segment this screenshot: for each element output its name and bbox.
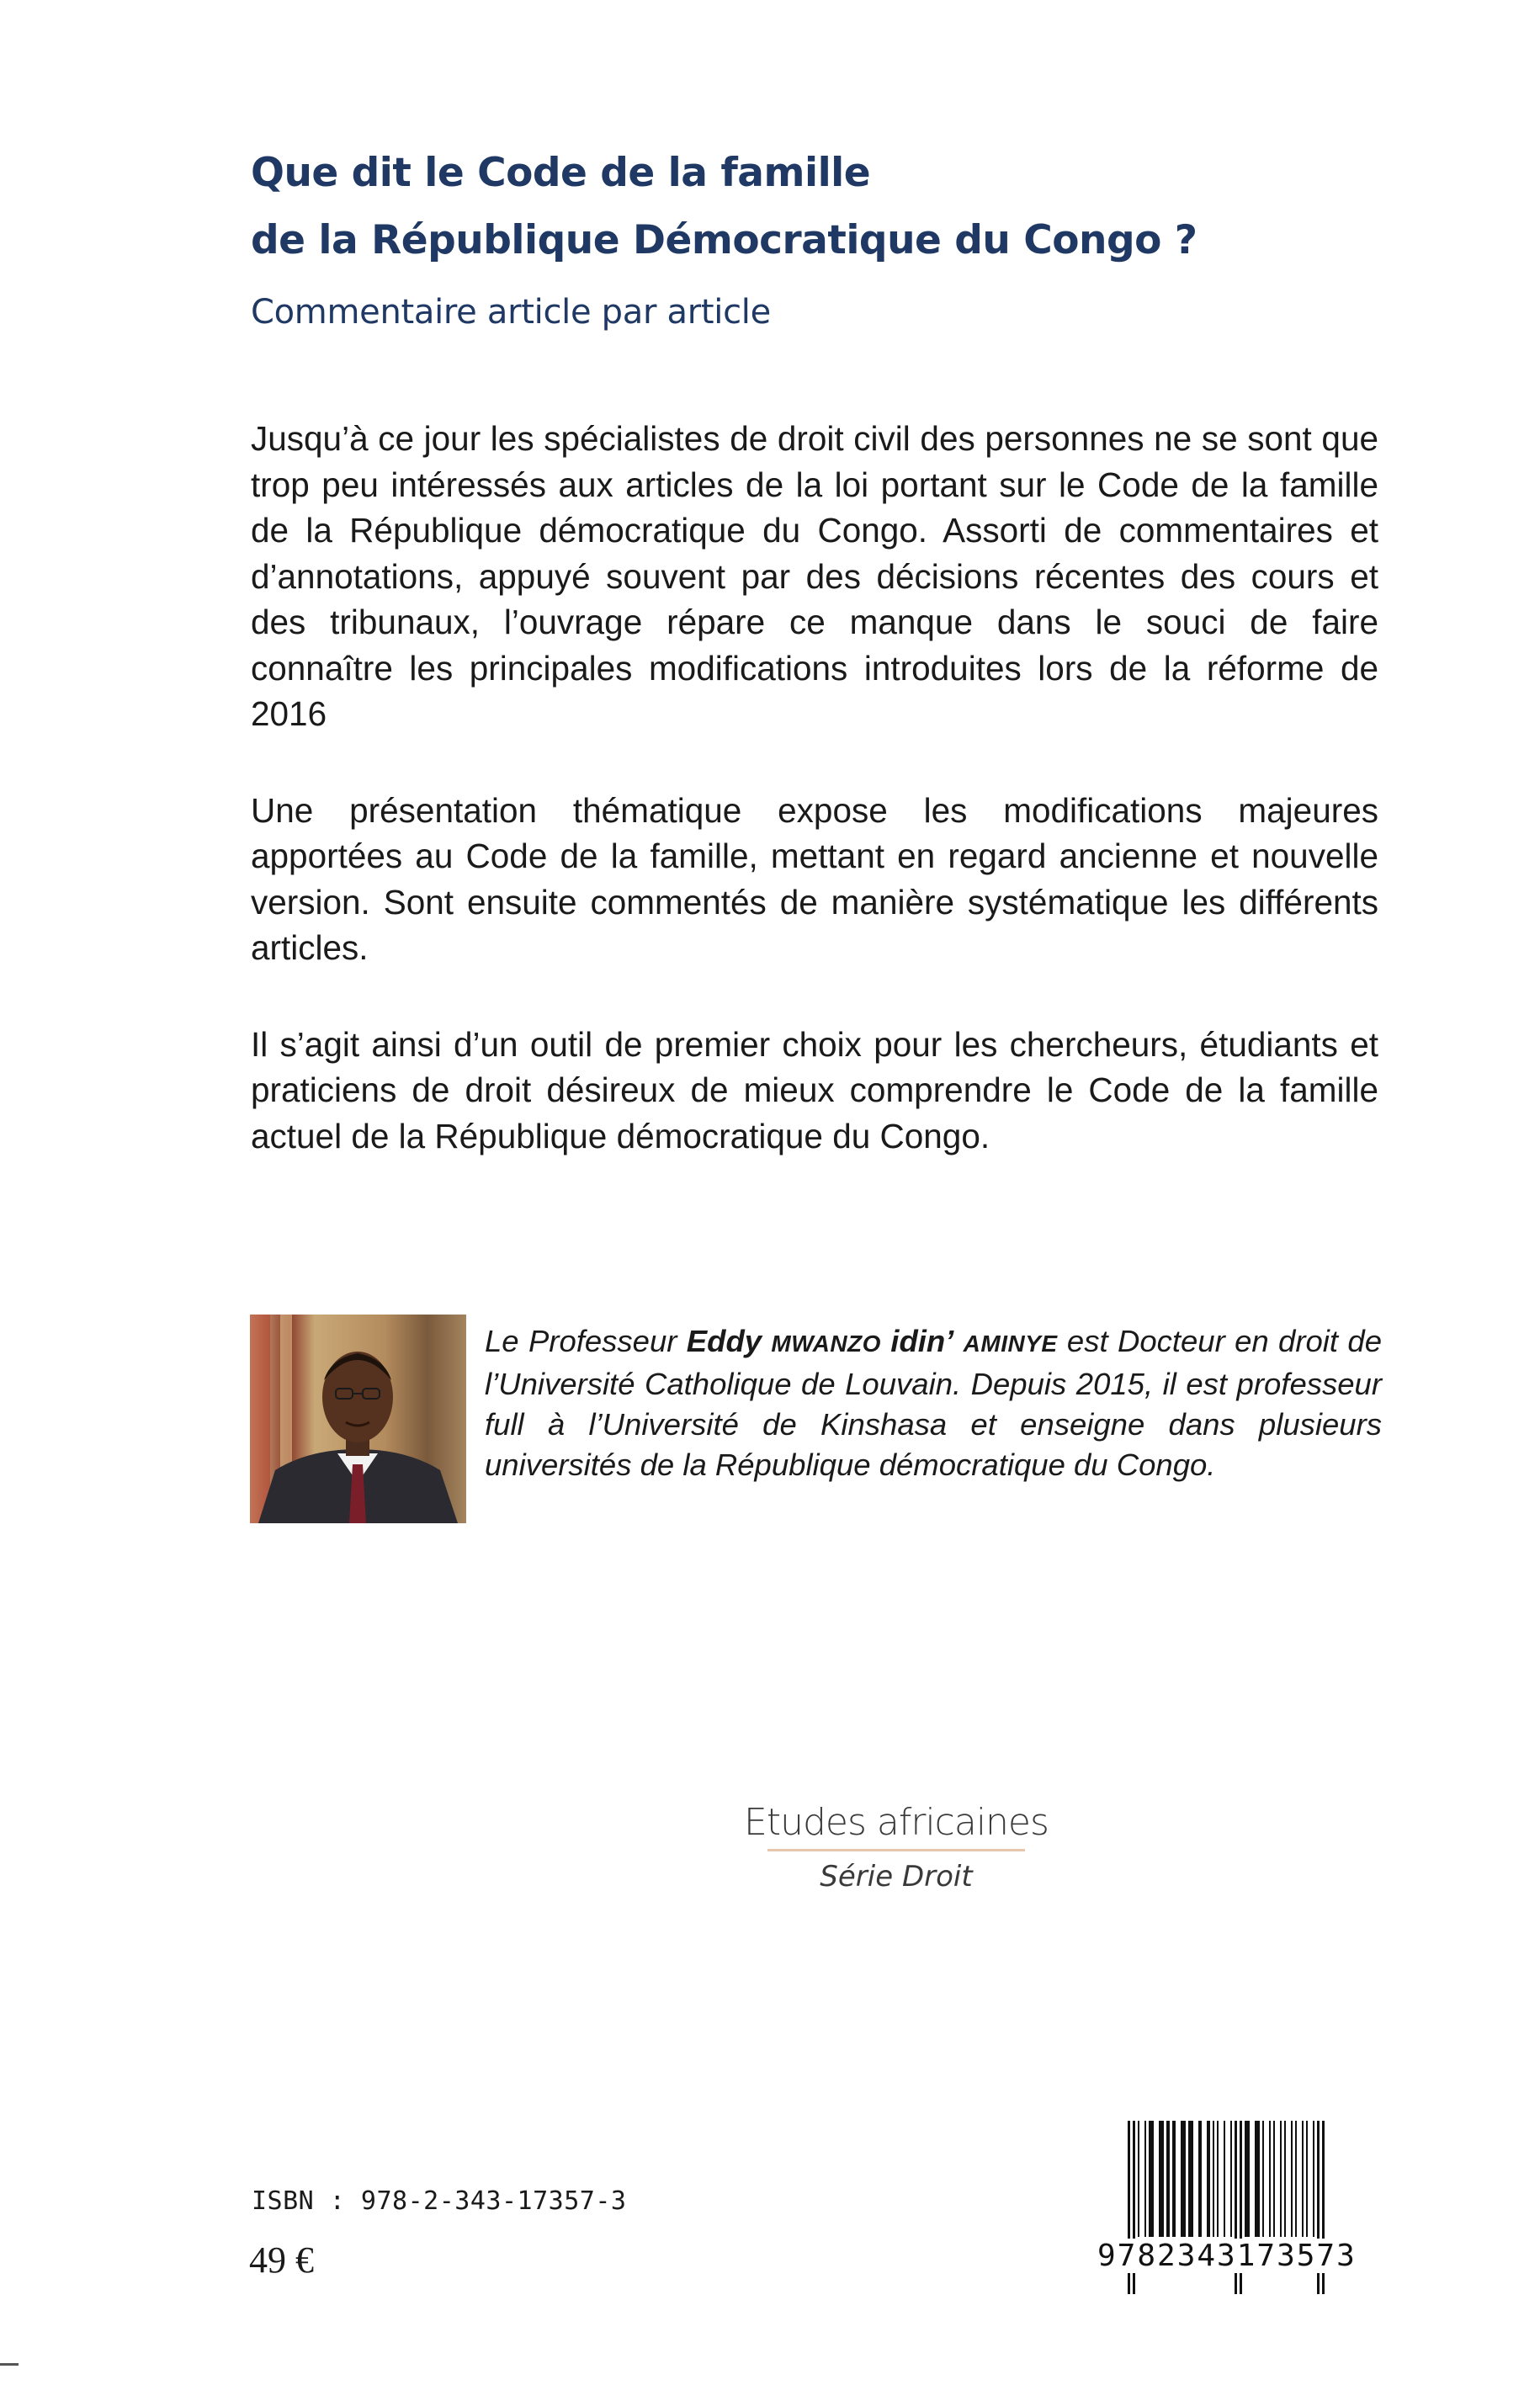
barcode-bar (1262, 2121, 1264, 2237)
barcode-bar (1149, 2121, 1154, 2237)
author-photo (250, 1315, 466, 1523)
barcode-number: 9782343173573 (1097, 2239, 1357, 2273)
book-subtitle: Commentaire article par article (251, 293, 771, 332)
title-line-2: de la République Démocratique du Congo ? (251, 217, 1197, 263)
barcode-bar (1291, 2121, 1293, 2237)
barcode-bar (1313, 2121, 1314, 2237)
barcode-bar (1284, 2121, 1286, 2237)
back-cover-blurb (251, 416, 1378, 1209)
barcode-bar (1138, 2121, 1139, 2237)
author-bio (485, 1321, 1382, 1485)
blurb-paragraph-3: Il s’agit ainsi d’un outil de premier choix pour les chercheurs, étudiants et praticiens de droit désireux de mieux comprendre le Code de la famille actuel de la République démocratique du Congo. (251, 1024, 1378, 1155)
author-first-name: Eddy (686, 1324, 762, 1358)
bio-prefix: Le Professeur (485, 1324, 687, 1358)
barcode-bar (1181, 2121, 1186, 2237)
barcode-bar (1269, 2121, 1271, 2237)
barcode-bar (1295, 2121, 1297, 2237)
collection-logo (589, 1801, 1203, 1894)
series-divider (767, 1849, 1025, 1851)
series-name: Etudes africaines (744, 1801, 1049, 1844)
crop-mark (0, 2363, 19, 2366)
subseries-name: Série Droit (820, 1860, 973, 1894)
barcode-bar (1213, 2121, 1214, 2237)
barcode-bar (1224, 2121, 1225, 2237)
barcode-bar (1188, 2121, 1193, 2237)
barcode-bar (1230, 2121, 1232, 2237)
barcode-bar (1302, 2121, 1304, 2237)
book-title (251, 140, 1429, 274)
author-name-part-3: AMINYE (963, 1331, 1058, 1357)
barcode-bar (1217, 2121, 1219, 2237)
author-name-part-1: MWANZO (771, 1331, 881, 1357)
isbn: ISBN : 978-2-343-17357-3 (252, 2186, 627, 2216)
title-line-1: Que dit le Code de la famille (251, 150, 871, 196)
blurb-paragraph-1: Jusqu’à ce jour les spécialistes de droit civil des personnes ne se sont que trop peu intéressés aux articles de la loi portant sur le Code de la famille de la République démocratique du Congo. Assorti de commentaires et d’annotations, appuyé souvent par des décisions récentes des cours et des tribunaux, l’ouvrage répare ce manque dans le souci de faire connaître les principales modifications introduites lors de la réforme de 2016 (251, 419, 1378, 733)
blurb-paragraph-2: Une présentation thématique expose les modifications majeures apportées au Code de la famille, mettant en regard ancienne et nouvelle version. Sont ensuite commentés de manière systématique les différents articles. (251, 790, 1378, 967)
price: 49 € (249, 2239, 314, 2281)
barcode-bar (1172, 2121, 1176, 2237)
bio-text: est Docteur en droit de l’Université Catholique de Louvain. Depuis 2015, il est professeur full à l’Université de Kinshasa et enseigne dans plusieurs universités de la République démocratique du Congo. (485, 1324, 1383, 1482)
barcode-bar (1273, 2121, 1275, 2237)
barcode-bar (1166, 2121, 1170, 2237)
barcode-bar (1198, 2121, 1202, 2237)
barcode-bar (1255, 2121, 1260, 2237)
barcode-bar (1245, 2121, 1250, 2237)
barcode-bar (1207, 2121, 1210, 2237)
barcode-bar (1144, 2121, 1146, 2237)
barcode-bar (1306, 2121, 1308, 2237)
barcode-bar (1280, 2121, 1282, 2237)
author-name-part-2: idin’ (890, 1324, 954, 1358)
barcode-bar (1159, 2121, 1164, 2237)
